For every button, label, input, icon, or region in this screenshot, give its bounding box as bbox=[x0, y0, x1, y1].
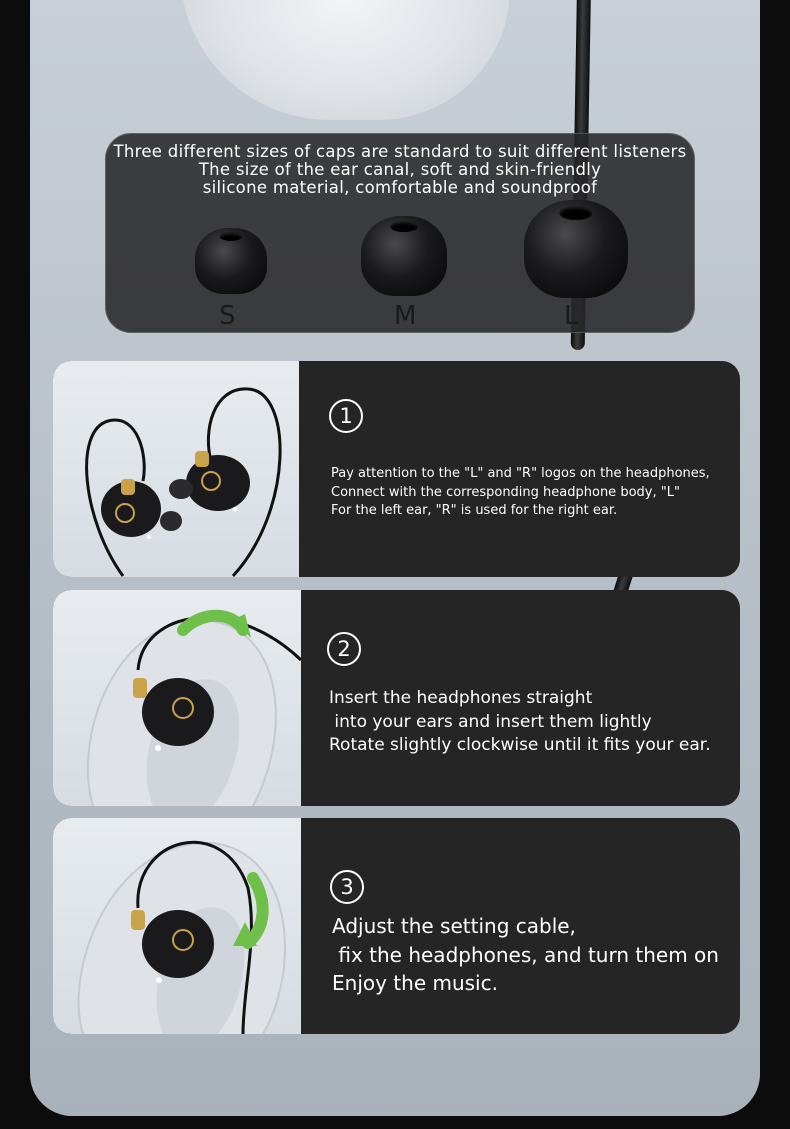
step-1-line-1: Pay attention to the "L" and "R" logos on the headphones, bbox=[331, 466, 710, 481]
step-2-text bbox=[329, 687, 711, 758]
step-3-line-3: Enjoy the music. bbox=[332, 971, 498, 995]
ear-cap-large bbox=[524, 200, 628, 298]
cap-label-m: M bbox=[394, 301, 417, 331]
caps-line-2: The size of the ear canal, soft and skin-friendly bbox=[198, 160, 602, 179]
step-2-line-1: Insert the headphones straight bbox=[329, 688, 593, 708]
cap-label-s: S bbox=[219, 301, 236, 331]
step-3-text bbox=[332, 912, 719, 998]
step-2-line-2: into your ears and insert them lightly bbox=[329, 711, 652, 732]
ear-cap-medium bbox=[361, 216, 447, 296]
earphones-product-image bbox=[53, 361, 299, 577]
ear-adjust-image bbox=[53, 818, 301, 1034]
step-2-card bbox=[53, 590, 740, 806]
step-1-text bbox=[331, 465, 710, 521]
step-3-line-2: fix the headphones, and turn them on bbox=[332, 942, 719, 967]
ear-insert-image bbox=[53, 590, 301, 806]
ear-caps-panel bbox=[105, 133, 695, 333]
caps-line-1: Three different sizes of caps are standard to suit different listeners bbox=[113, 142, 687, 161]
ear-cap-small bbox=[195, 228, 267, 294]
step-1-line-3: For the left ear, "R" is used for the right ear. bbox=[331, 503, 618, 518]
step-2-line-3: Rotate slightly clockwise until it fits your ear. bbox=[329, 735, 711, 755]
step-number-3: 3 bbox=[330, 870, 364, 904]
caps-description bbox=[105, 143, 695, 197]
step-3-line-1: Adjust the setting cable, bbox=[332, 914, 576, 938]
step-3-card bbox=[53, 818, 740, 1034]
caps-line-3: silicone material, comfortable and soundproof bbox=[202, 178, 598, 197]
face-illustration bbox=[180, 0, 510, 120]
step-number-2: 2 bbox=[327, 632, 361, 666]
step-number-1: 1 bbox=[329, 399, 363, 433]
step-1-card bbox=[53, 361, 740, 577]
step-1-line-2: Connect with the corresponding headphone body, "L" bbox=[331, 484, 680, 500]
cap-label-l: L bbox=[564, 301, 579, 331]
